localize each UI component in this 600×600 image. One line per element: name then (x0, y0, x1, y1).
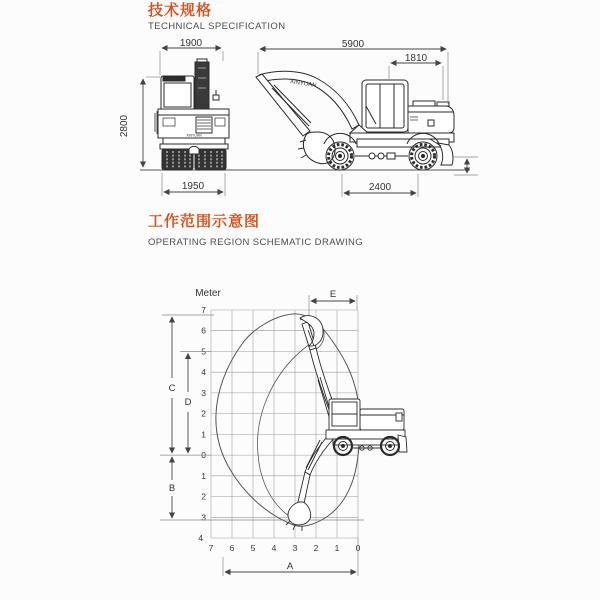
dim-width-1900: 1900 (179, 38, 203, 49)
x-tick: 6 (229, 543, 235, 553)
dim-length-5900: 5900 (341, 39, 365, 50)
range-title-en: OPERATING REGION SCHEMATIC DRAWING (148, 237, 364, 248)
y-tick: 5 (201, 346, 206, 357)
rear-cab-brand-label: XINYUAN (167, 77, 181, 82)
x-tick: 4 (271, 543, 277, 553)
range-label-B: B (168, 483, 176, 494)
range-label-E: E (329, 289, 337, 300)
x-tick: 3 (292, 543, 298, 553)
range-unit-label: Meter (195, 288, 221, 299)
rear-view-drawing (155, 59, 229, 170)
y-tick: 2 (201, 408, 206, 419)
y-tick: 4 (201, 367, 206, 378)
dimension-drawings (110, 36, 490, 208)
x-tick: 5 (250, 543, 256, 553)
x-tick: 7 (208, 543, 214, 553)
range-label-A: A (286, 561, 294, 572)
range-title-zh: 工作范围示意图 (148, 213, 261, 230)
dim-upper-1810: 1810 (404, 53, 428, 64)
x-axis-ticks (209, 543, 361, 553)
y-tick: 4 (198, 533, 203, 543)
side-boom-brand-label: XINYUAN (289, 78, 317, 90)
y-tick: 6 (201, 325, 206, 336)
y-tick: 0 (201, 450, 206, 461)
tech-spec-title-zh: 技术规格 (148, 2, 213, 19)
y-tick: 2 (201, 491, 206, 502)
side-view-drawing (256, 71, 454, 170)
range-label-D: D (184, 397, 192, 408)
y-axis-ticks (198, 305, 206, 543)
y-tick: 1 (201, 470, 206, 481)
tech-spec-title-en: TECHNICAL SPECIFICATION (148, 21, 286, 32)
range-label-C: C (168, 383, 176, 394)
y-tick: 3 (201, 387, 206, 398)
working-range-diagram (150, 280, 450, 600)
y-tick: 1 (201, 429, 206, 440)
x-tick: 2 (313, 543, 319, 553)
y-tick: 3 (201, 512, 206, 523)
dim-wheelbase-2400: 2400 (368, 182, 392, 193)
dim-track-1950: 1950 (181, 181, 205, 192)
dim-height-2800: 2800 (119, 114, 130, 138)
x-tick: 0 (355, 543, 361, 553)
y-tick: 7 (201, 305, 206, 315)
rear-body-brand-label: XINYUAN (186, 133, 202, 138)
x-tick: 1 (334, 543, 340, 553)
